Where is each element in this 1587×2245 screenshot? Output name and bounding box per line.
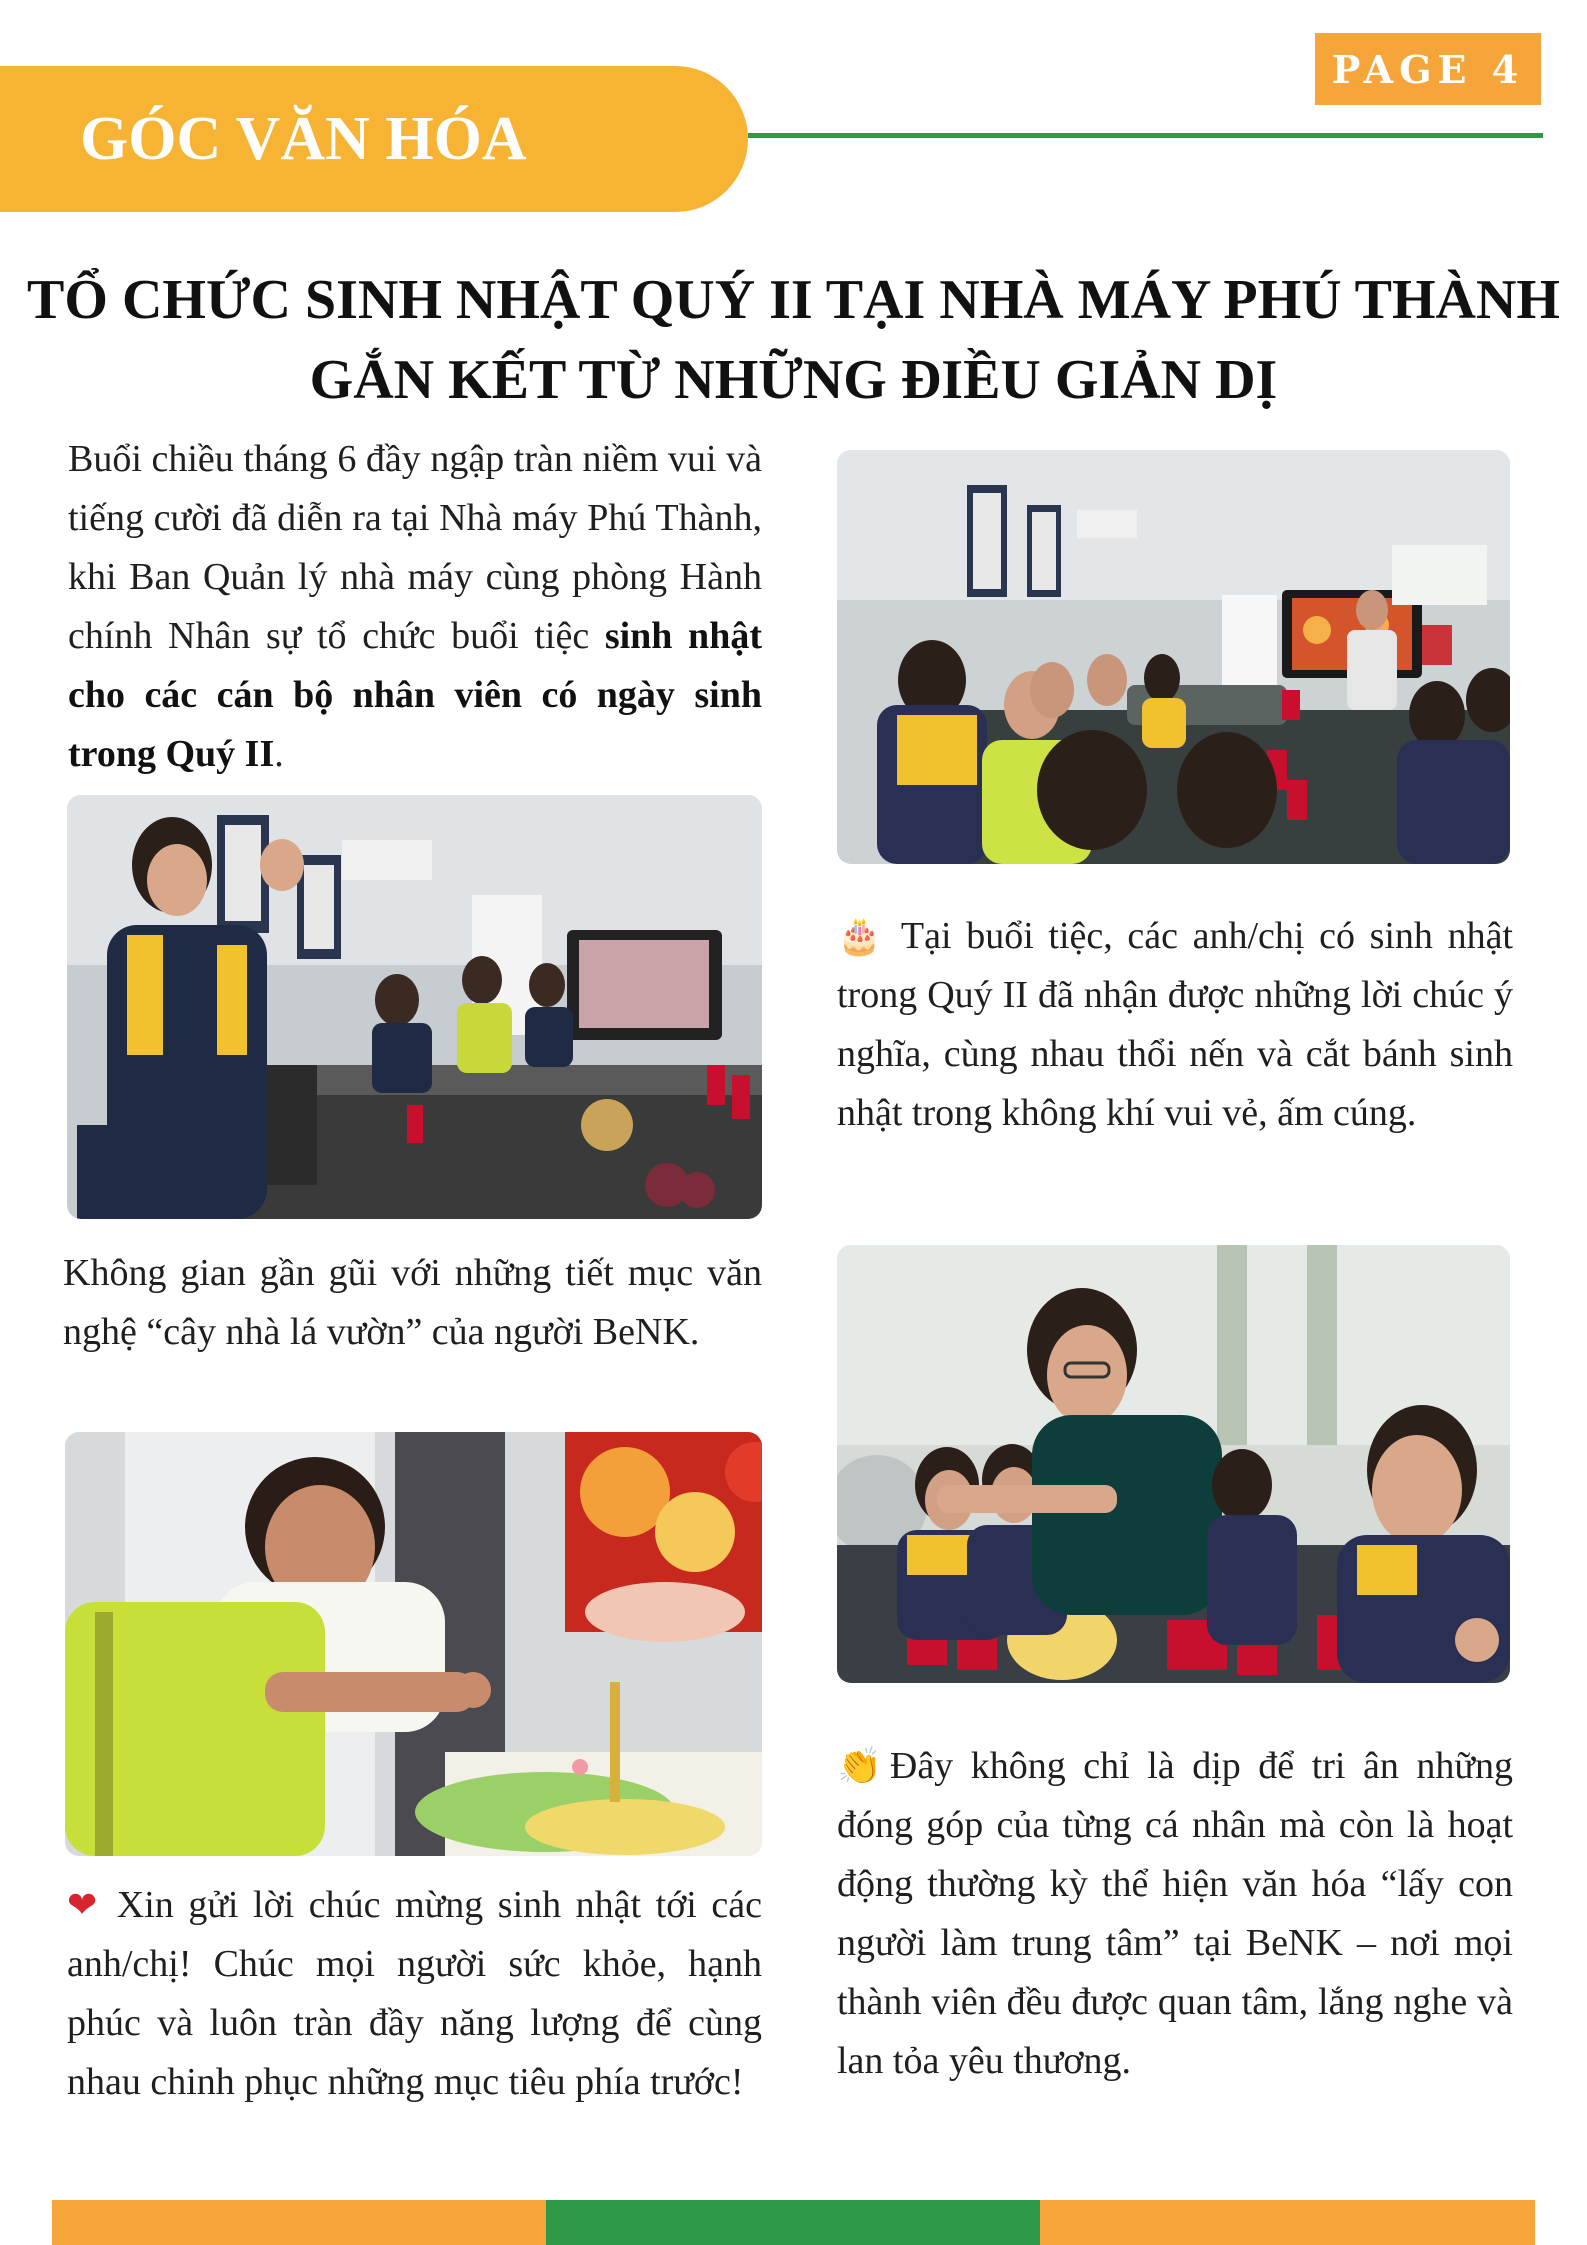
photo-serving-cake bbox=[837, 1245, 1510, 1683]
page-number-badge: PAGE 4 bbox=[1315, 33, 1541, 105]
gratitude-text: Đây không chỉ là dịp để tri ân những đóng góp của từng cá nhân mà còn là hoạt động thường kỳ thể hiện văn hóa “lấy con người làm trung tâm” tại BeNK – nơi mọi thành viên đều được quan tâm, lắng nghe và lan tỏa yêu thương. bbox=[837, 1745, 1514, 2082]
headline-line-2: GẮN KẾT TỪ NHỮNG ĐIỀU GIẢN DỊ bbox=[309, 349, 1278, 411]
space-paragraph: Không gian gần gũi với những tiết mục văn nghệ “cây nhà lá vườn” của người BeNK. bbox=[63, 1252, 762, 1353]
birthday-cake-icon: 🎂 bbox=[837, 916, 887, 957]
article-headline bbox=[0, 260, 1587, 420]
intro-text: Buổi chiều tháng 6 đầy ngập tràn niềm vui và tiếng cười đã diễn ra tại Nhà máy Phú Thành, khi Ban Quản lý nhà máy cùng phòng Hành chính Nhân sự tổ chức buổi tiệc bbox=[68, 438, 762, 657]
section-title: GÓC VĂN HÓA bbox=[80, 104, 527, 173]
header-divider bbox=[748, 133, 1543, 138]
wishes-text: Xin gửi lời chúc mừng sinh nhật tới các anh/chị! Chúc mọi người sức khỏe, hạnh phúc và luôn tràn đầy năng lượng để cùng nhau chinh phục những mục tiêu phía trước! bbox=[67, 1884, 763, 2103]
photo-speaker-at-table bbox=[67, 795, 762, 1219]
party-text: Tại buổi tiệc, các anh/chị có sinh nhật trong Quý II đã nhận được những lời chúc ý nghĩa, cùng nhau thổi nến và cắt bánh sinh nhật trong không khí vui vẻ, ấm cúng. bbox=[837, 915, 1513, 1134]
intro-highlight: sinh nhật cho các cán bộ nhân viên có ngày sinh trong Quý II bbox=[68, 615, 762, 775]
heart-icon: ❤ bbox=[67, 1885, 103, 1926]
gratitude-paragraph bbox=[837, 1737, 1513, 2091]
photo-candle-lighting bbox=[65, 1432, 762, 1856]
party-paragraph bbox=[837, 907, 1513, 1143]
photo-meeting-room-party bbox=[837, 450, 1510, 864]
footer-bar-right bbox=[1040, 2200, 1535, 2245]
wishes-paragraph bbox=[67, 1876, 762, 2112]
clapping-hands-icon: 👏 bbox=[837, 1746, 890, 1787]
footer-bar-center bbox=[546, 2200, 1040, 2245]
intro-paragraph bbox=[68, 430, 762, 784]
footer-bar-left bbox=[52, 2200, 546, 2245]
intro-end: . bbox=[274, 733, 284, 775]
headline-line-1: TỔ CHỨC SINH NHẬT QUÝ II TẠI NHÀ MÁY PHÚ THÀNH bbox=[27, 269, 1560, 331]
